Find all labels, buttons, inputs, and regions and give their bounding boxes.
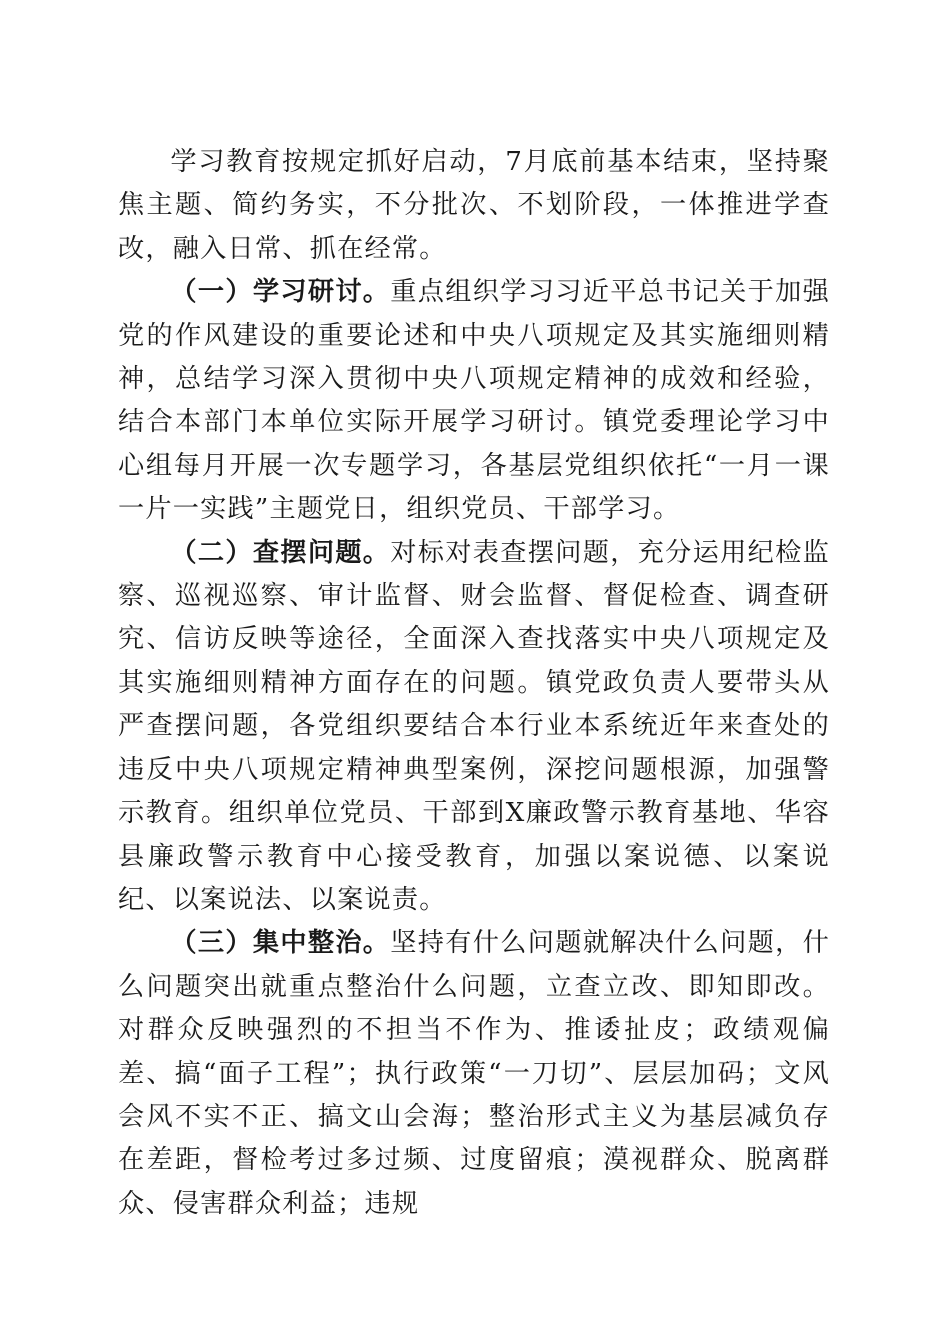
paragraph-text: 对标对表查摆问题，充分运用纪检监察、巡视巡察、审计监督、财会监督、督促检查、调查研究、信访反映等途径，全面深入查找落实中央八项规定及其实施细则精神方面存在的问题。镇党政负责人要带头从严查摆问题，各党组织要结合本行业本系统近年来查处的违反中央八项规定精神典型案例，深挖问题根源，加强警示教育。组织单位党员、干部到X廉政警示教育基地、华容县廉政警示教育中心接受教育，加强以案说德、以案说纪、以案说法、以案说责。 <box>118 537 830 915</box>
document-body <box>118 141 830 1226</box>
section-heading-rectification: （三）集中整治。 <box>170 928 391 959</box>
section-heading-study: （一）学习研讨。 <box>170 277 391 308</box>
paragraph-text: 重点组织学习习近平总书记关于加强党的作风建设的重要论述和中央八项规定及其实施细则精神，总结学习深入贯彻中央八项规定精神的成效和经验，结合本部门本单位实际开展学习研讨。镇党委理论学习中心组每月开展一次专题学习，各基层党组织依托“一月一课一片一实践”主题党日，组织党员、干部学习。 <box>118 277 830 525</box>
section-heading-problems: （二）查摆问题。 <box>170 537 391 568</box>
paragraph-text: 坚持有什么问题就解决什么问题，什么问题突出就重点整治什么问题，立查立改、即知即改。对群众反映强烈的不担当不作为、推诿扯皮；政绩观偏差、搞“面子工程”；执行政策“一刀切”、层层加码；文风会风不实不正、搞文山会海；整治形式主义为基层减负存在差距，督检考过多过频、过度留痕；漠视群众、脱离群众、侵害群众利益；违规 <box>118 928 830 1219</box>
paragraph-text: 学习教育按规定抓好启动，7月底前基本结束，坚持聚焦主题、简约务实，不分批次、不划阶段，一体推进学查改，融入日常、抓在经常。 <box>118 147 830 264</box>
paragraph-study <box>118 271 830 531</box>
paragraph-intro <box>118 141 830 271</box>
paragraph-problems <box>118 532 830 923</box>
paragraph-rectification <box>118 922 830 1226</box>
